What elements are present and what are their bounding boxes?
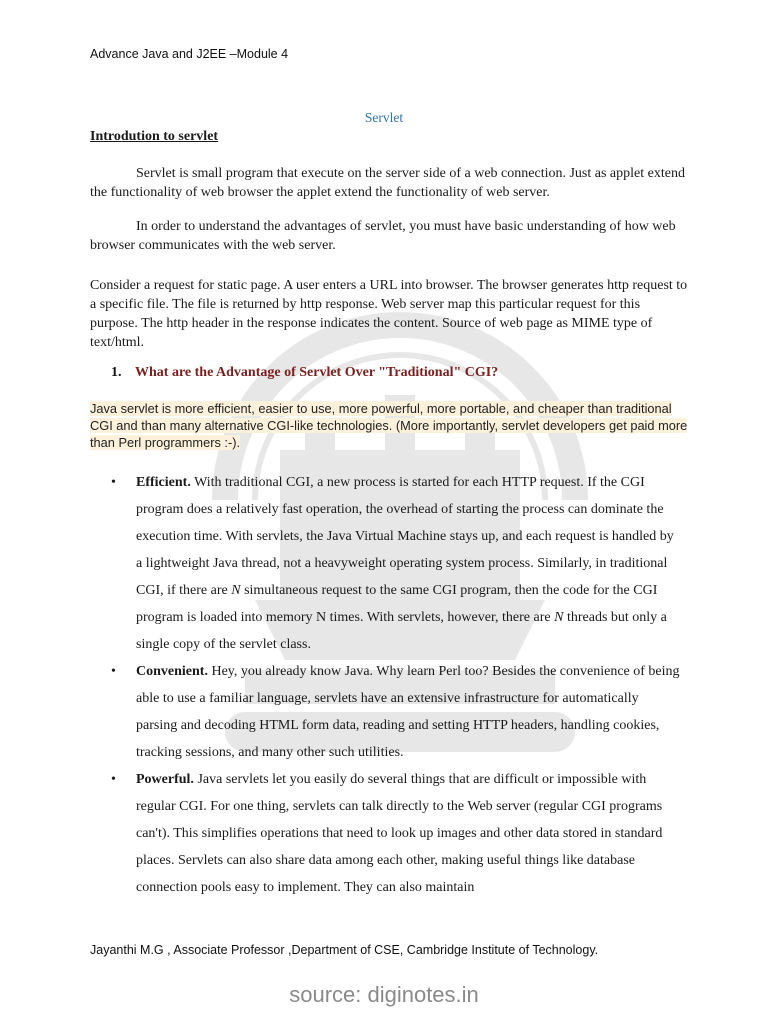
bullet-marker: • (111, 475, 116, 490)
bullet-text: simultaneous request to the same CGI program, then the code for the CGI program is loaded into memory N times. With servlets, however, there are (136, 583, 658, 625)
paragraph-intro: Servlet is small program that execute on the server side of a web connection. Just as applet extend the functionality of web browser the applet extend the functionality of web server. (90, 166, 685, 200)
bullet-marker: • (111, 772, 116, 787)
highlighted-summary (90, 400, 690, 451)
highlighted-summary-text: Java servlet is more efficient, easier to use, more powerful, more portable, and cheaper than traditional CGI and than many alternative CGI-like technologies. (More importantly, servlet developers get paid more than Perl programmers :-). (90, 401, 688, 450)
section-heading: Introdution to servlet (90, 129, 219, 144)
bullet-marker: • (111, 664, 116, 679)
list-item-convenient (111, 658, 681, 766)
bullet-lead: Powerful. (136, 772, 194, 787)
bullet-lead: Convenient. (136, 664, 208, 679)
paragraph-understanding: In order to understand the advantages of servlet, you must have basic understanding of how web browser communicates with the web server. (90, 219, 676, 253)
question-text: What are the Advantage of Servlet Over "Traditional" CGI? (135, 365, 499, 380)
page-footer: Jayanthi M.G , Associate Professor ,Department of CSE, Cambridge Institute of Technology. (90, 943, 599, 957)
page-header: Advance Java and J2EE –Module 4 (90, 47, 289, 61)
question-number: 1. (111, 365, 122, 380)
bullet-italic: N (231, 583, 241, 598)
advantages-list (111, 469, 681, 901)
bullet-text: threads but only a single copy of the servlet class. (136, 610, 667, 652)
list-item-efficient (111, 469, 681, 658)
bullet-italic: N (554, 610, 564, 625)
question-heading (111, 365, 498, 381)
bullet-text: Hey, you already know Java. Why learn Perl too? Besides the convenience of being able to use a familiar language, servlets have an extensive infrastructure for automatically parsing and decoding HTML form data, reading and setting HTTP headers, handling cookies, tracking sessions, and many other such utilities. (136, 664, 680, 760)
bullet-text: Java servlets let you easily do several things that are difficult or impossible with regular CGI. For one thing, servlets can talk directly to the Web server (regular CGI programs can't). This simplifies operations that need to look up images and other data stored in standard places. Servlets can also share data among each other, making useful things like database connection pools easy to implement. They can also maintain (136, 772, 663, 895)
list-item-powerful (111, 766, 681, 901)
source-caption: source: diginotes.in (289, 982, 479, 1007)
paragraph-static-request: Consider a request for static page. A user enters a URL into browser. The browser generates http request to a specific file. The file is returned by http response. Web server map this particular request for this purpose. The http header in the response indicates the content. Source of web page as MIME type of text/html. (90, 278, 688, 350)
bullet-lead: Efficient. (136, 475, 191, 490)
document-title: Servlet (364, 110, 404, 125)
bullet-text: With traditional CGI, a new process is started for each HTTP request. If the CGI program does a relatively fast operation, the overhead of starting the process can dominate the execution time. With servlets, the Java Virtual Machine stays up, and each request is handled by a lightweight Java thread, not a heavyweight operating system process. Similarly, in traditional CGI, if there are (136, 475, 674, 598)
